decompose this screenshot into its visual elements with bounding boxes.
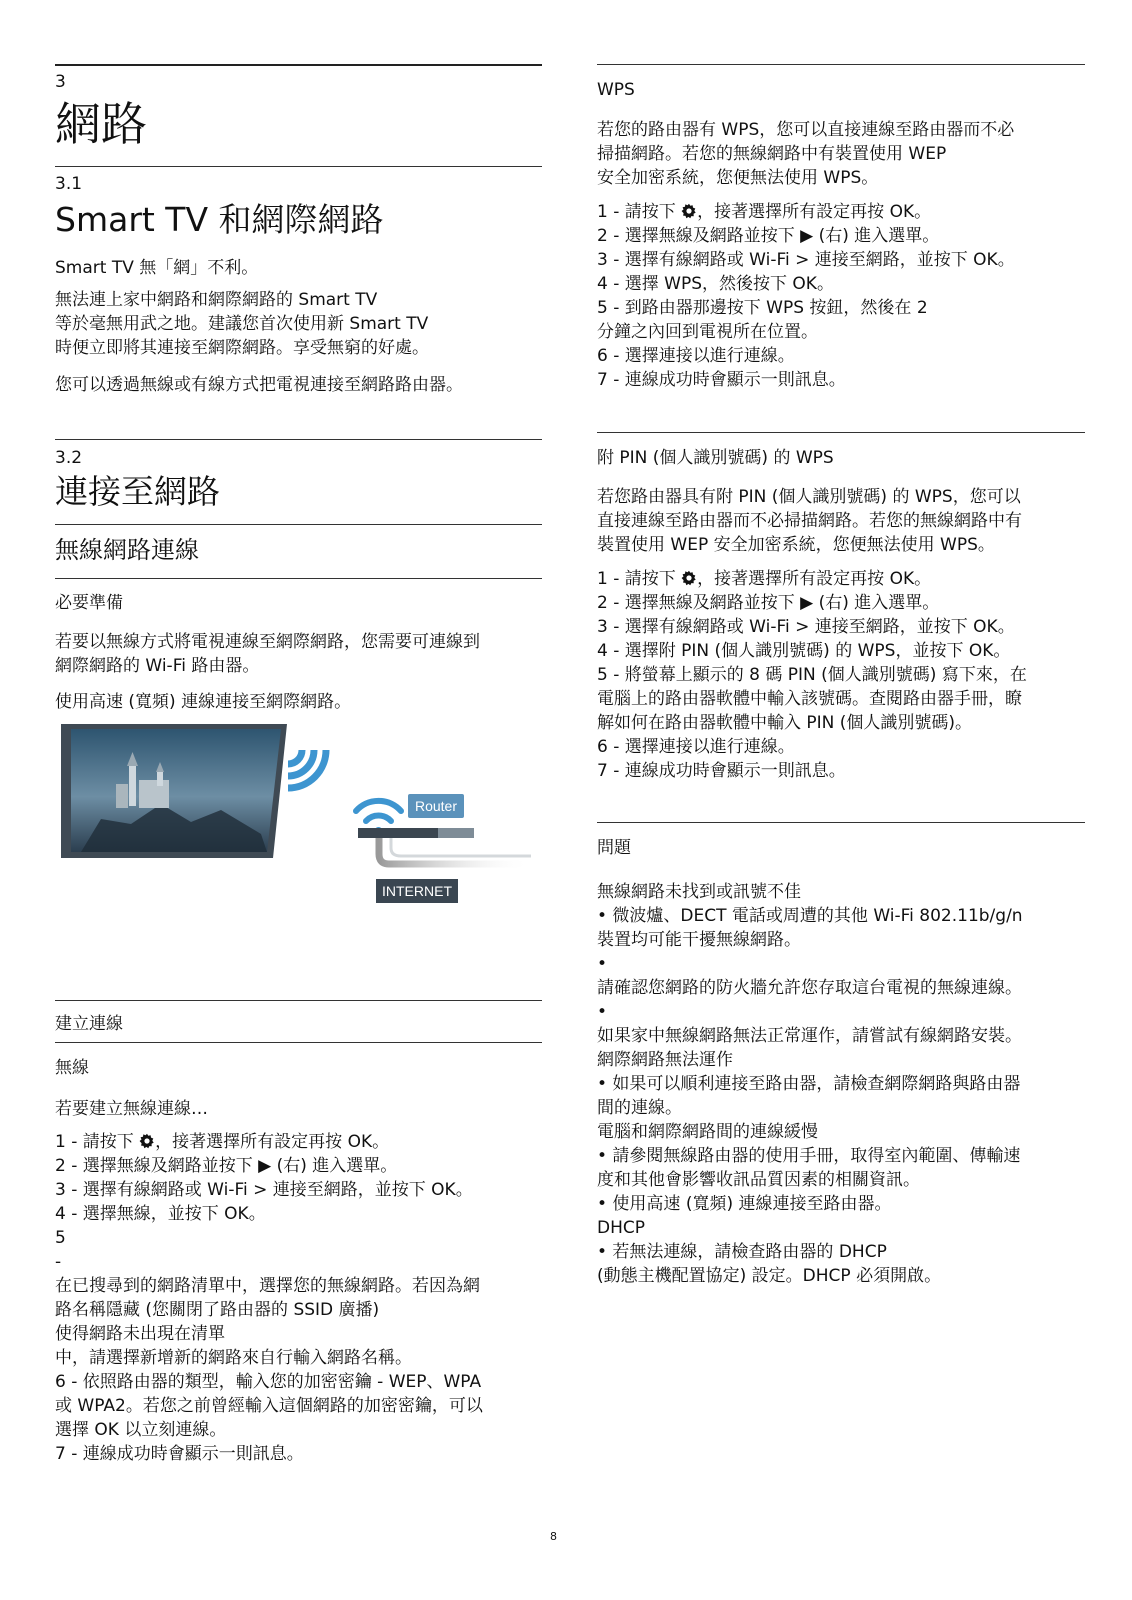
paragraph [55, 288, 429, 360]
divider [55, 524, 542, 525]
paragraph: Smart TV 無「網」不利。 [55, 258, 259, 278]
text-line: 時便立即將其連接至網際網路。享受無窮的好處。 [55, 338, 429, 358]
list-line: • 微波爐、DECT 電話或周遭的其他 Wi-Fi 802.11b/g/n [597, 906, 1023, 926]
paragraph [597, 485, 1022, 557]
list-line: 如果家中無線網路無法正常運作，請嘗試有線網路安裝。 [597, 1026, 1022, 1046]
list-line: 2 - 選擇無線及網路並按下 ▶ (右) 進入選單。 [597, 226, 940, 246]
list-line: 2 - 選擇無線及網路並按下 ▶ (右) 進入選單。 [597, 593, 940, 613]
divider [597, 432, 1085, 433]
list-line: 6 - 選擇連接以進行連線。 [597, 737, 795, 757]
list-line: 4 - 選擇 WPS，然後按下 OK。 [597, 274, 834, 294]
list-line: 7 - 連線成功時會顯示一則訊息。 [597, 370, 846, 390]
text-line: 等於毫無用武之地。建議您首次使用新 Smart TV [55, 314, 429, 334]
paragraph [597, 118, 1014, 190]
text-line: 安全加密系統，您便無法使用 WPS。 [597, 168, 879, 188]
list-line: 中，請選擇新增新的網路來自行輸入網路名稱。 [55, 1348, 412, 1368]
internet-label-text: INTERNET [382, 883, 452, 899]
list-line: 裝置均可能干擾無線網路。 [597, 930, 801, 950]
list-line: 網際網路無法運作 [597, 1050, 733, 1070]
paragraph: 若要建立無線連線… [55, 1099, 208, 1119]
divider [55, 1042, 542, 1043]
list-line: 路名稱隱藏 (您關閉了路由器的 SSID 廣播) [55, 1300, 380, 1320]
router-label-text: Router [414, 798, 458, 814]
list-line: • [597, 1002, 608, 1022]
divider [597, 64, 1085, 65]
list-line: DHCP [597, 1218, 645, 1238]
list-line: • [597, 954, 608, 974]
divider [55, 64, 542, 66]
list-line: 2 - 選擇無線及網路並按下 ▶ (右) 進入選單。 [55, 1156, 398, 1176]
gear-icon [139, 1132, 155, 1152]
list-line: 間的連線。 [597, 1098, 682, 1118]
list-line: 無線網路未找到或訊號不佳 [597, 882, 801, 902]
list-line: • 若無法連線，請檢查路由器的 DHCP [597, 1242, 887, 1262]
list-line: (動態主機配置協定) 設定。DHCP 必須開啟。 [597, 1266, 942, 1286]
text-line: 若您的路由器有 WPS，您可以直接連線至路由器而不必 [597, 120, 1015, 140]
section-number: 3 [55, 72, 66, 92]
list-line: 1 - 請按下 ，接著選擇所有設定再按 OK。 [55, 1132, 390, 1152]
connect-steps [55, 1130, 483, 1466]
list-line: 或 WPA2。若您之前曾經輸入這個網路的加密密鑰，可以 [55, 1396, 483, 1416]
text-line: 裝置使用 WEP 安全加密系統，您便無法使用 WPS。 [597, 535, 995, 555]
list-line: 6 - 依照路由器的類型，輸入您的加密密鑰 - WEP、WPA [55, 1372, 482, 1392]
list-line: 4 - 選擇無線，並按下 OK。 [55, 1204, 266, 1224]
gear-icon [681, 569, 697, 589]
text-line: 若您路由器具有附 PIN (個人識別號碼) 的 WPS，您可以 [597, 487, 1021, 507]
list-line: 選擇 OK 以立刻連線。 [55, 1420, 227, 1440]
page-number: 8 [550, 1530, 557, 1543]
list-line: 電腦和網際網路間的連線緩慢 [597, 1122, 818, 1142]
list-line: 3 - 選擇有線網路或 Wi-Fi > 連接至網路，並按下 OK。 [597, 617, 1015, 637]
router-label [408, 794, 464, 818]
list-line: • 請參閱無線路由器的使用手冊，取得室內範圍、傳輸速 [597, 1146, 1021, 1166]
list-line: 解如何在路由器軟體中輸入 PIN (個人識別號碼)。 [597, 713, 973, 733]
subheading: 問題 [597, 838, 631, 858]
list-line: • 使用高速 (寬頻) 連線連接至路由器。 [597, 1194, 892, 1214]
text-line: 無法連上家中網路和網際網路的 Smart TV [55, 290, 378, 310]
internet-label [376, 879, 458, 903]
router-icon [358, 828, 438, 838]
text-line: 直接連線至路由器而不必掃描網路。若您的無線網路中有 [597, 511, 1022, 531]
section-title: 連接至網路 [55, 472, 220, 511]
list-line: 5 - 將螢幕上顯示的 8 碼 PIN (個人識別號碼) 寫下來，在 [597, 665, 1027, 685]
divider [55, 1000, 542, 1001]
problems-list [597, 880, 1023, 1288]
list-line: 5 - 到路由器那邊按下 WPS 按鈕，然後在 2 [597, 298, 928, 318]
divider [55, 166, 542, 167]
list-line: 7 - 連線成功時會顯示一則訊息。 [55, 1444, 304, 1464]
list-line: 度和其他會影響收訊品質因素的相關資訊。 [597, 1170, 920, 1190]
wps-pin-steps [597, 567, 1027, 783]
list-line: 1 - 請按下 ，接著選擇所有設定再按 OK。 [597, 569, 932, 589]
list-line: - [55, 1252, 62, 1272]
tv-router-illustration [61, 724, 531, 934]
text-line: 若要以無線方式將電視連線至網際網路，您需要可連線到 [55, 632, 480, 652]
subheading: 附 PIN (個人識別號碼) 的 WPS [597, 448, 834, 468]
section-number: 3.1 [55, 174, 83, 194]
paragraph [55, 630, 480, 678]
tv-icon [61, 724, 287, 858]
list-line: 分鐘之內回到電視所在位置。 [597, 322, 818, 342]
gear-icon [681, 202, 697, 222]
tv-wifi-icon [288, 750, 326, 788]
list-line: • 如果可以順利連接至路由器，請檢查網際網路與路由器 [597, 1074, 1021, 1094]
list-line: 7 - 連線成功時會顯示一則訊息。 [597, 761, 846, 781]
list-line: 4 - 選擇附 PIN (個人識別號碼) 的 WPS，並按下 OK。 [597, 641, 1011, 661]
wps-steps [597, 200, 1015, 392]
list-line: 3 - 選擇有線網路或 Wi-Fi > 連接至網路，並按下 OK。 [55, 1180, 473, 1200]
divider [597, 822, 1085, 823]
chapter-title: 網路 [55, 97, 147, 151]
subheading: 必要準備 [55, 593, 123, 613]
section-title: Smart TV 和網際網路 [55, 200, 384, 239]
subsection-title: 無線網路連線 [55, 536, 199, 564]
list-line: 6 - 選擇連接以進行連線。 [597, 346, 795, 366]
section-number: 3.2 [55, 448, 83, 468]
divider [55, 578, 542, 579]
list-line: 1 - 請按下 ，接著選擇所有設定再按 OK。 [597, 202, 932, 222]
text-line: 掃描網路。若您的無線網路中有裝置使用 WEP [597, 144, 947, 164]
network-figure [61, 724, 531, 934]
divider [55, 439, 542, 440]
text-line: 網際網路的 Wi-Fi 路由器。 [55, 656, 260, 676]
list-line: 在已搜尋到的網路清單中，選擇您的無線網路。若因為網 [55, 1276, 480, 1296]
subheading: WPS [597, 80, 635, 100]
paragraph: 您可以透過無線或有線方式把電視連接至網路路由器。 [55, 375, 463, 395]
paragraph: 使用高速 (寬頻) 連線連接至網際網路。 [55, 692, 352, 712]
list-line: 使得網路未出現在清單 [55, 1324, 225, 1344]
subheading: 無線 [55, 1058, 89, 1078]
list-line: 電腦上的路由器軟體中輸入該號碼。查閱路由器手冊，瞭 [597, 689, 1022, 709]
subheading: 建立連線 [55, 1014, 123, 1034]
list-line: 請確認您網路的防火牆允許您存取這台電視的無線連線。 [597, 978, 1022, 998]
list-line: 3 - 選擇有線網路或 Wi-Fi > 連接至網路，並按下 OK。 [597, 250, 1015, 270]
list-line: 5 [55, 1228, 66, 1248]
